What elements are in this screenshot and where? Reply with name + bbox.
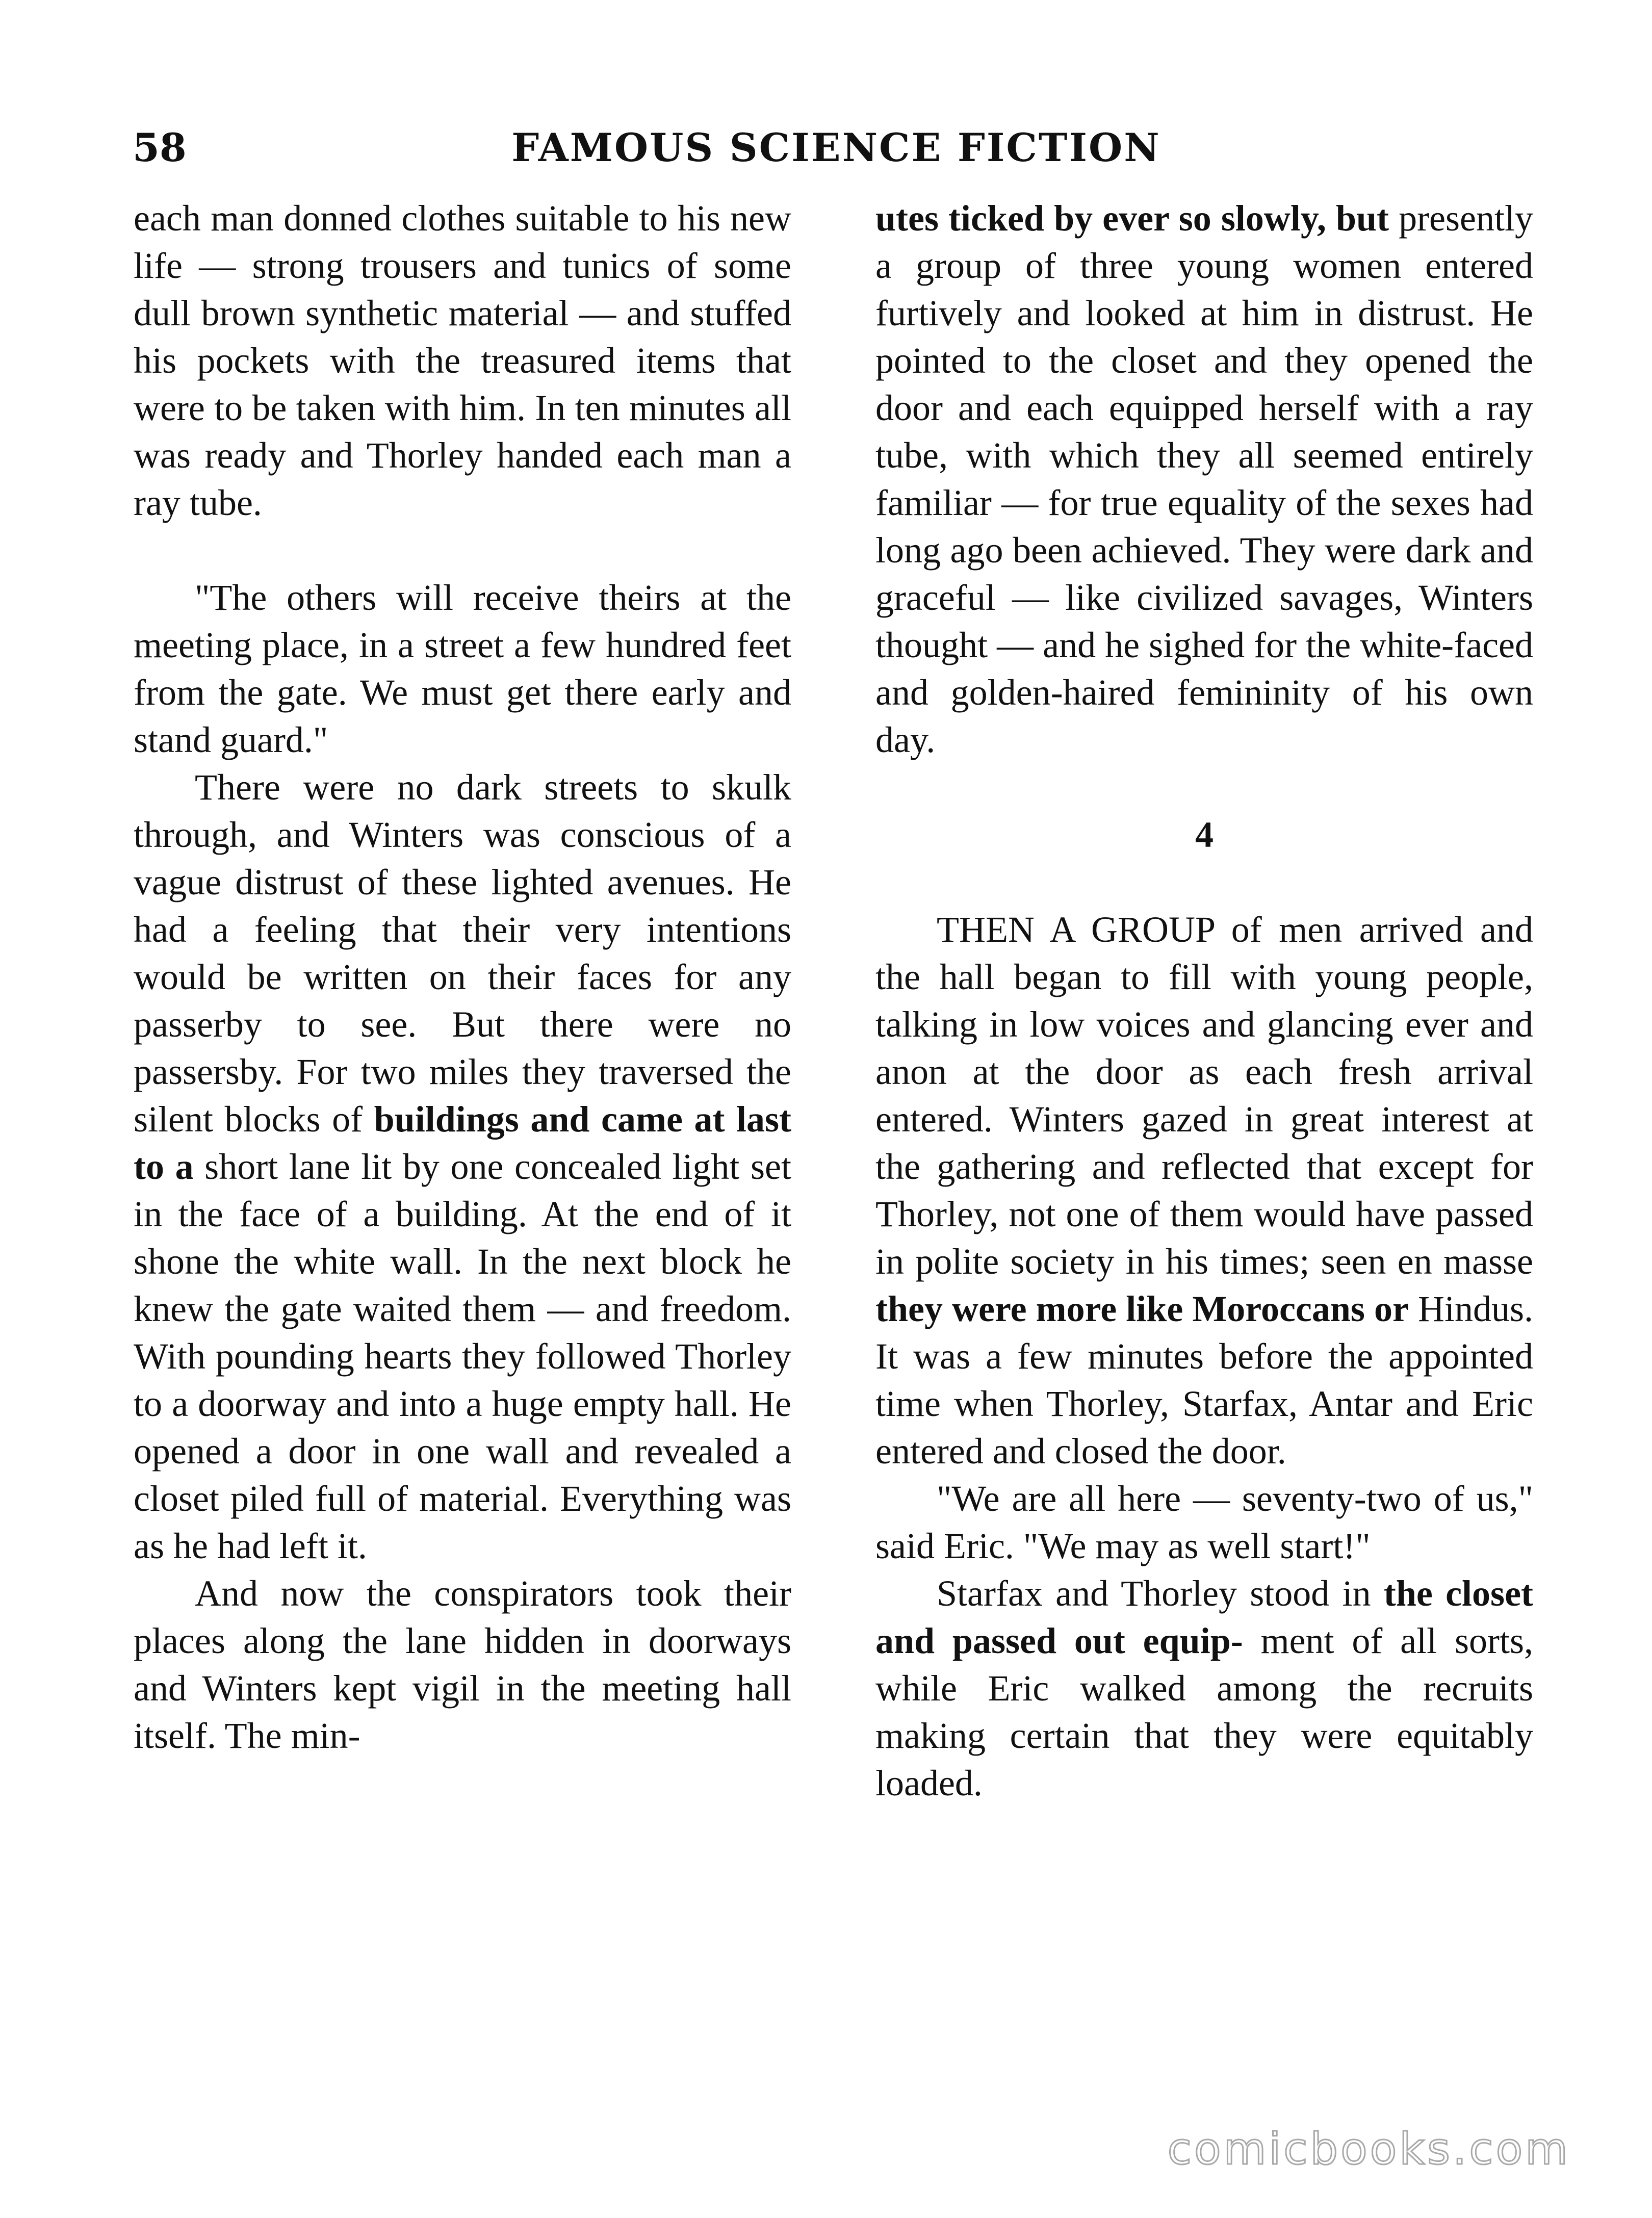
paragraph: [875, 906, 1533, 1475]
text-run: There were no dark streets to skulk through, and Winters was conscious of a vague distrust of these lighted avenues. He had a feeling that their very intentions would be written on their faces for any passerby to see. But there were no passersby. For two miles they traversed the silent blocks of: [134, 767, 791, 1140]
bold-text-run: utes ticked by ever so slowly, but: [875, 198, 1389, 239]
page-header: [133, 122, 1540, 178]
paragraph: each man donned clothes suitable to his new life — strong trousers and tunics of some dull brown synthetic material — and stuffed his pockets with the treasured items that were to be taken with him. In ten minutes all was ready and Thorley handed each man a ray tube.: [134, 198, 791, 523]
bold-text-run: the closet and passed out equip-: [875, 1573, 1533, 1661]
watermark: comicbooks.com: [1167, 2124, 1570, 2175]
text-run: Starfax and Thorley stood in: [937, 1573, 1384, 1614]
paragraph: "The others will receive theirs at the meeting place, in a street a few hundred feet from the gate. We must get there early and stand guard.": [134, 577, 791, 760]
paragraph: [875, 1570, 1533, 1807]
text-run: Hindus. It was a few minutes before the appointed time when Thorley, Starfax, Antar and Eric entered and closed the door.: [875, 1288, 1533, 1472]
right-column: [875, 195, 1533, 1807]
left-column: [134, 195, 791, 1760]
paragraph: And now the conspirators took their places along the lane hidden in doorways and Winters kept vigil in the meeting hall itself. The min-: [134, 1573, 791, 1756]
text-run: ment of all sorts, while Eric walked among the recruits making certain that they were equitably loaded.: [875, 1620, 1533, 1803]
paragraph: [134, 764, 791, 1570]
running-title: FAMOUS SCIENCE FICTION: [511, 125, 1161, 170]
paragraph: "We are all here — seventy-two of us," said Eric. "We may as well start!": [875, 1478, 1533, 1566]
paragraph: [875, 195, 1533, 764]
text-run: THEN A GROUP of men arrived and the hall began to fill with young people, talking in low voices and glancing ever and anon at the door as each fresh arrival entered. Winters gazed in great interest at the gathering and reflected that except for Thorley, not one of them would have passed in polite society in his times; seen en masse: [875, 909, 1533, 1282]
section-number: 4: [1195, 814, 1214, 855]
text-run: presently a group of three young women entered furtively and looked at him in distrust. He pointed to the closet and they opened the door and each equipped herself with a ray tube, with which they all seemed entirely familiar — for true equality of the sexes had long ago been achieved. They were dark and graceful — like civilized savages, Winters thought — and he sighed for the white-faced and golden-haired femininity of his own day.: [875, 198, 1533, 760]
text-run: short lane lit by one concealed light set in the face of a building. At the end of it shone the white wall. In the next block he knew the gate waited them — and freedom. With pounding hearts they followed Thorley to a doorway and into a huge empty hall. He opened a door in one wall and revealed a closet piled full of material. Everything was as he had left it.: [134, 1146, 791, 1566]
page-number: 58: [133, 125, 187, 170]
bold-text-run: buildings and came at last to a: [134, 1099, 792, 1187]
bold-text-run: they were more like Moroccans or: [875, 1288, 1409, 1329]
